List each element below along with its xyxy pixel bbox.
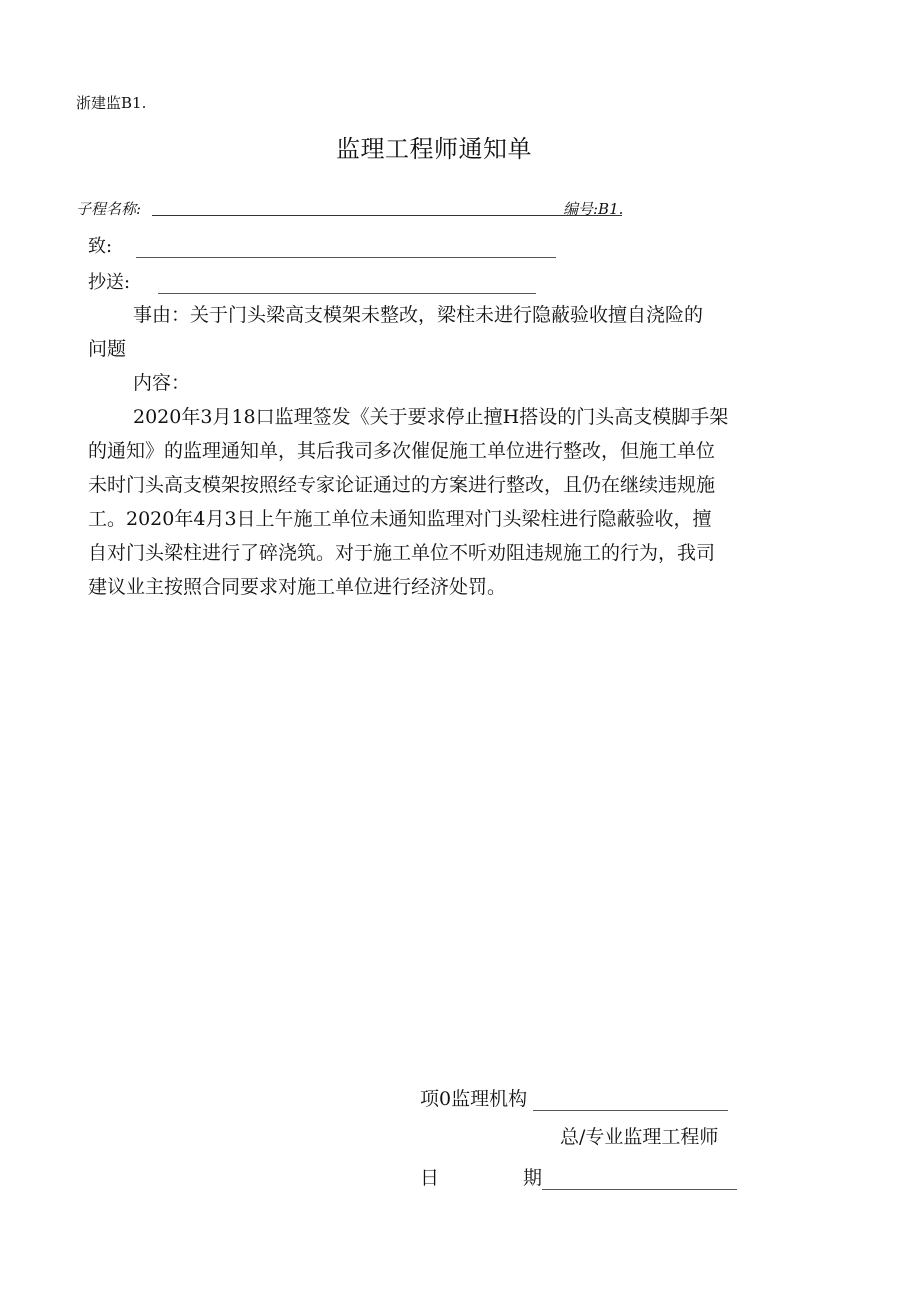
content-line: 自对门头梁柱进行了碎浇筑。对于施工单位不听劝阻违规施工的行为，我司 (88, 542, 716, 564)
content-paragraph (88, 400, 808, 604)
project-info-line (76, 198, 641, 220)
reason-line: 事由：关于门头梁高支模架未整改，梁柱未进行隐蔽验收擅自浇险的 (133, 304, 704, 326)
document-number-label: 编号:B1. (563, 200, 624, 218)
page-title: 监理工程师通知单 (336, 135, 532, 163)
form-code: 浙建监B1. (76, 94, 147, 112)
content-label: 内容： (133, 372, 191, 394)
reason-line: 问题 (88, 338, 127, 360)
supervision-org-label: 项0监理机构 (420, 1088, 528, 1110)
content-line: 建议业主按照合同要求对施工单位进行经济处罚。 (88, 576, 507, 598)
cc-field[interactable] (158, 275, 536, 294)
content-line: 2020年3月18口监理签发《关于要求停止擅H搭设的门头高支模脚手架 (133, 406, 729, 428)
content-line: 未时门头高支模架按照经专家论证通过的方案进行整改，且仍在继续违规施 (88, 474, 716, 496)
project-name-field[interactable] (152, 215, 622, 216)
content-line: 的通知》的监理通知单，其后我司多次催促施工单位进行整改，但施工单位 (88, 440, 716, 462)
supervision-org-field[interactable] (533, 1088, 728, 1111)
to-line (88, 232, 556, 258)
to-label: 致: (88, 236, 113, 257)
content-line: 工。2020年4月3日上午施工单位未通知监理对门头梁柱进行隐蔽验收，擅 (88, 508, 712, 530)
date-label-period: 期 (523, 1167, 543, 1189)
project-name-label: 子程名称: (76, 200, 142, 218)
cc-line (88, 268, 536, 294)
reason-paragraph (88, 298, 808, 366)
date-line (420, 1163, 737, 1190)
supervision-org-line (420, 1084, 728, 1111)
date-field[interactable] (542, 1167, 737, 1190)
date-label-day: 日 (420, 1167, 440, 1189)
engineer-label: 总/专业监理工程师 (560, 1126, 719, 1148)
to-field[interactable] (136, 239, 556, 258)
cc-label: 抄送: (88, 272, 131, 293)
